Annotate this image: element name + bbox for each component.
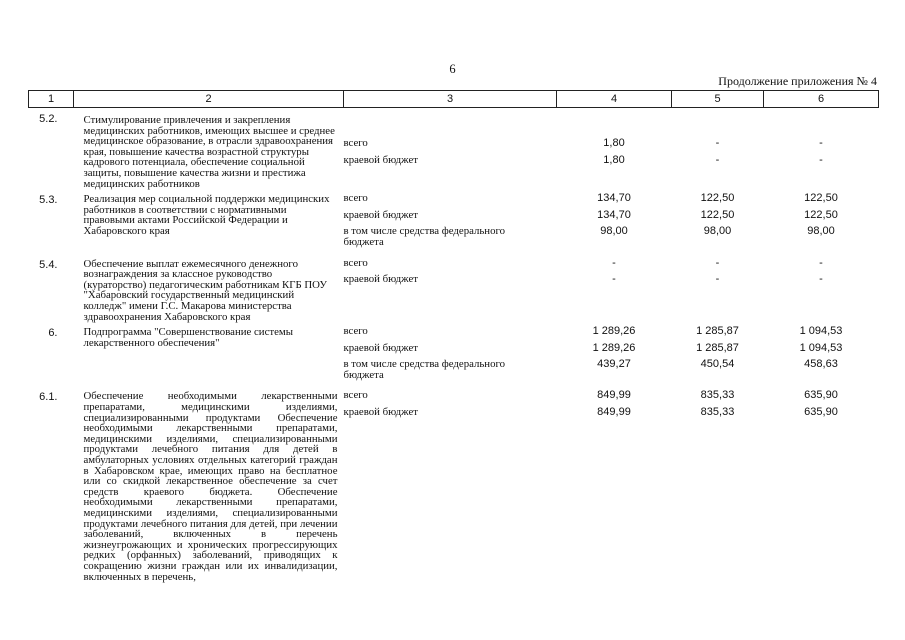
row-number: 6. [48, 327, 58, 340]
value-col5: - [715, 153, 720, 166]
funding-label: краевой бюджет [343, 273, 418, 286]
table-header-row [29, 91, 879, 108]
table-row [29, 193, 879, 253]
funding-label: в том числе средства федерального бюджета [343, 225, 506, 248]
row-name: Обеспечение необходимыми лекарственными препаратами, медицинскими изделиями, специализированными продуктами Обеспечение необходимыми лекарственными препаратами, медицинскими изделиями, специализированными продуктами лечебного питания для детей в амбулаторных условиях отдельных категорий граждан в Хабаровском крае, имеющих право на бесплатное или со скидкой лекарственное обеспечение за счет средств краевого бюджета. Обеспечение необходимыми лекарственными препаратами, медицинскими изделиями, специализированными продуктами лечебного питания для детей, при лечении заболеваний, включенных в перечень жизнеугрожающих и хронических прогрессирующих редких (орфанных) заболеваний, приводящих к сокращению жизни граждан или их инвалидизации, включенных в перечень, [83, 390, 338, 583]
funding-label: всего [343, 192, 368, 205]
value-col4: 849,99 [597, 406, 631, 419]
value-col6: 1 094,53 [799, 325, 843, 338]
table-row [29, 258, 879, 323]
value-col5: 98,00 [703, 225, 732, 238]
funding-label: краевой бюджет [343, 341, 418, 354]
funding-label: в том числе средства федерального бюджета [343, 358, 506, 381]
row-name: Обеспечение выплат ежемесячного денежного вознаграждения за классное руководство (кураторство) педагогическим работникам КГБ ПОУ "Хабаровский государственный медицинский колледж" имени Г.С. Макарова министерства здравоохранения Хабаровского края [83, 257, 328, 323]
row-number: 5.4. [39, 258, 58, 271]
row-number: 5.2. [39, 113, 58, 125]
value-col5: 122,50 [700, 208, 735, 221]
funding-label: краевой бюджет [343, 153, 418, 166]
value-col6: 635,90 [804, 389, 838, 402]
value-col6: 122,50 [804, 208, 838, 221]
column-header-1: 1 [29, 91, 74, 108]
value-col4: 134,70 [597, 208, 631, 221]
value-col6: 1 094,53 [799, 341, 843, 354]
value-col6: 635,90 [804, 406, 838, 419]
funding-label: всего [343, 325, 368, 338]
funding-label: краевой бюджет [343, 208, 418, 221]
row-name: Реализация мер социальной поддержки медицинских работников в соответствии с нормативными правовыми актами Российской Федерации и Хабаровского края [83, 193, 330, 237]
table-row [29, 112, 879, 189]
value-col5: 450,54 [700, 358, 735, 371]
value-col5: 1 285,87 [696, 325, 739, 338]
value-col5: - [715, 273, 720, 286]
value-col6: - [819, 153, 823, 166]
value-col6: 458,63 [804, 358, 838, 371]
funding-label: всего [343, 389, 368, 402]
value-col5: - [715, 256, 720, 269]
page-number: 6 [449, 62, 456, 76]
column-header-6: 6 [764, 91, 879, 108]
column-header-3: 3 [344, 91, 557, 108]
funding-label: всего [343, 137, 368, 149]
row-number: 5.3. [39, 194, 58, 207]
column-header-4: 4 [557, 91, 672, 108]
value-col4: - [612, 256, 616, 269]
value-col4: 439,27 [597, 358, 631, 371]
column-header-2: 2 [74, 91, 344, 108]
value-col4: 1,80 [603, 153, 625, 166]
value-col4: 1,80 [603, 137, 625, 149]
value-col5: 1 285,87 [696, 341, 739, 354]
table-row [29, 390, 879, 582]
value-col6: - [819, 137, 823, 149]
value-col6: 122,50 [804, 192, 838, 205]
value-col6: - [819, 273, 823, 286]
value-col4: 98,00 [600, 225, 628, 238]
row-number: 6.1. [39, 391, 58, 404]
value-col4: - [612, 273, 616, 286]
value-col5: - [715, 137, 720, 149]
value-col6: 98,00 [807, 225, 835, 238]
budget-table [28, 90, 879, 582]
column-header-5: 5 [672, 91, 764, 108]
row-name: Подпрограмма "Совершенствование системы лекарственного обеспечения" [83, 326, 293, 349]
value-col6: - [819, 256, 823, 269]
value-col5: 835,33 [700, 389, 735, 402]
funding-label: всего [343, 256, 368, 269]
row-name: Стимулирование привлечения и закрепления медицинских работников, имеющих высшее и среднее медицинское образование, в отрасли здравоохранения края, повышение качества возрастной структуры кадрового потенциала, обеспечение социальной защиты, повышение качества жизни и престижа медицинских работников [83, 114, 335, 190]
value-col5: 835,33 [700, 406, 735, 419]
continuation-label: Продолжение приложения № 4 [718, 74, 877, 88]
funding-label: краевой бюджет [343, 406, 418, 419]
table-row [29, 326, 879, 386]
value-col4: 134,70 [597, 192, 631, 205]
value-col4: 1 289,26 [592, 325, 636, 338]
value-col5: 122,50 [700, 192, 735, 205]
value-col4: 1 289,26 [592, 341, 636, 354]
value-col4: 849,99 [597, 389, 631, 402]
